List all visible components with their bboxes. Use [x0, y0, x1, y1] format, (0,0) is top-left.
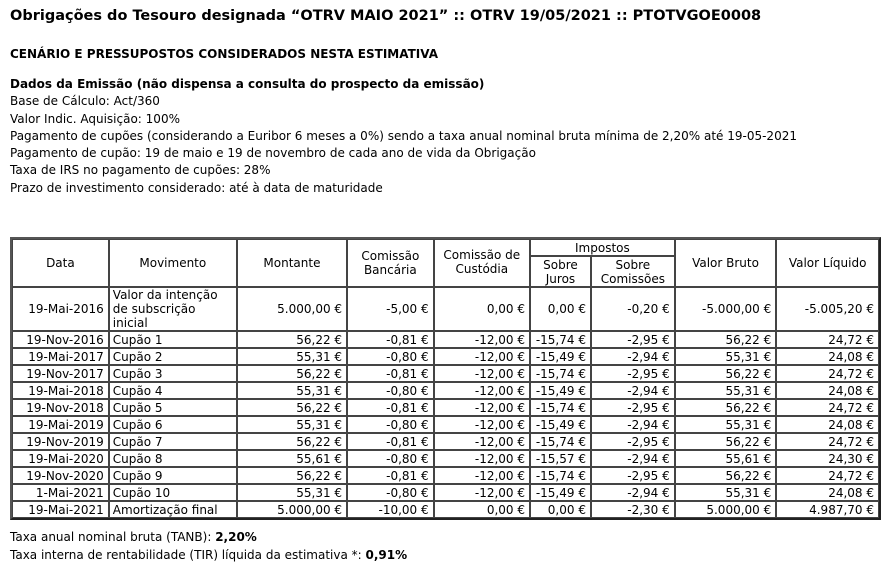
- page-title: Obrigações do Tesouro designada “OTRV MAIO 2021” :: OTRV 19/05/2021 :: PTOTVGOE0008: [10, 8, 762, 24]
- tanb-line: [10, 528, 407, 546]
- cell-valor-bruto: 56,22 €: [675, 467, 777, 484]
- cell-date: 19-Mai-2021: [12, 501, 109, 518]
- cell-montante: 55,61 €: [237, 450, 347, 467]
- cell-imposto-juros: -15,74 €: [530, 365, 591, 382]
- cell-date: 19-Mai-2016: [12, 287, 109, 331]
- tanb-value: 2,20%: [215, 530, 257, 544]
- cell-imposto-comissoes: -2,95 €: [591, 467, 675, 484]
- header-valor-liquido: Valor Líquido: [776, 239, 879, 287]
- cell-comissao-bancaria: -0,80 €: [347, 416, 434, 433]
- table-row: [12, 365, 879, 382]
- cell-comissao-bancaria: -0,80 €: [347, 348, 434, 365]
- cell-date: 19-Mai-2019: [12, 416, 109, 433]
- cell-imposto-juros: -15,74 €: [530, 433, 591, 450]
- cell-date: 19-Mai-2017: [12, 348, 109, 365]
- cell-imposto-juros: -15,74 €: [530, 399, 591, 416]
- cell-date: 1-Mai-2021: [12, 484, 109, 501]
- cell-valor-liquido: -5.005,20 €: [776, 287, 879, 331]
- cell-comissao-custodia: 0,00 €: [434, 287, 530, 331]
- summary: [10, 528, 407, 564]
- cell-date: 19-Nov-2020: [12, 467, 109, 484]
- info-line: Valor Indic. Aquisição: 100%: [10, 111, 180, 126]
- tir-label: Taxa interna de rentabilidade (TIR) líquida da estimativa *:: [10, 548, 366, 562]
- cell-montante: 56,22 €: [237, 467, 347, 484]
- cell-valor-liquido: 24,72 €: [776, 467, 879, 484]
- cell-montante: 56,22 €: [237, 399, 347, 416]
- cell-imposto-comissoes: -2,95 €: [591, 331, 675, 348]
- header-data: Data: [12, 239, 109, 287]
- table-row: [12, 467, 879, 484]
- cell-imposto-juros: -15,49 €: [530, 416, 591, 433]
- section-heading: CENÁRIO E PRESSUPOSTOS CONSIDERADOS NESTA ESTIMATIVA: [10, 47, 438, 61]
- cell-valor-liquido: 24,30 €: [776, 450, 879, 467]
- cell-comissao-bancaria: -0,81 €: [347, 467, 434, 484]
- cell-comissao-custodia: -12,00 €: [434, 433, 530, 450]
- table-row: [12, 399, 879, 416]
- cell-comissao-custodia: -12,00 €: [434, 365, 530, 382]
- cell-imposto-comissoes: -2,95 €: [591, 365, 675, 382]
- cell-valor-bruto: 56,22 €: [675, 399, 777, 416]
- cell-montante: 56,22 €: [237, 433, 347, 450]
- cell-valor-bruto: 55,31 €: [675, 484, 777, 501]
- table-row: [12, 501, 879, 518]
- tanb-label: Taxa anual nominal bruta (TANB):: [10, 530, 216, 544]
- info-line: Pagamento de cupão: 19 de maio e 19 de novembro de cada ano de vida da Obrigação: [10, 146, 536, 161]
- cell-valor-bruto: 55,61 €: [675, 450, 777, 467]
- cell-comissao-custodia: -12,00 €: [434, 399, 530, 416]
- cell-montante: 5.000,00 €: [237, 287, 347, 331]
- table-row: [12, 331, 879, 348]
- cell-montante: 55,31 €: [237, 382, 347, 399]
- cell-comissao-custodia: -12,00 €: [434, 416, 530, 433]
- cell-imposto-comissoes: -2,94 €: [591, 382, 675, 399]
- cell-movimento: Cupão 7: [109, 433, 237, 450]
- cell-imposto-comissoes: -2,94 €: [591, 348, 675, 365]
- table-row: [12, 382, 879, 399]
- cell-valor-liquido: 24,08 €: [776, 484, 879, 501]
- cashflow-table: [10, 237, 881, 520]
- tir-value: 0,91%: [365, 548, 408, 562]
- cell-valor-liquido: 24,08 €: [776, 416, 879, 433]
- cell-comissao-custodia: -12,00 €: [434, 484, 530, 501]
- cell-montante: 56,22 €: [237, 331, 347, 348]
- cell-comissao-bancaria: -0,81 €: [347, 365, 434, 382]
- cell-movimento: Cupão 2: [109, 348, 237, 365]
- cell-valor-bruto: 56,22 €: [675, 331, 777, 348]
- cell-montante: 55,31 €: [237, 416, 347, 433]
- cell-valor-liquido: 24,08 €: [776, 348, 879, 365]
- cell-date: 19-Nov-2018: [12, 399, 109, 416]
- cell-montante: 55,31 €: [237, 348, 347, 365]
- cell-valor-liquido: 4.987,70 €: [776, 501, 879, 518]
- cell-movimento: Cupão 1: [109, 331, 237, 348]
- cell-valor-bruto: 55,31 €: [675, 382, 777, 399]
- cell-imposto-juros: -15,49 €: [530, 484, 591, 501]
- cell-movimento: Amortização final: [109, 501, 237, 518]
- cell-movimento: Cupão 6: [109, 416, 237, 433]
- cell-imposto-comissoes: -2,95 €: [591, 399, 675, 416]
- cell-imposto-juros: 0,00 €: [530, 501, 591, 518]
- cell-comissao-custodia: 0,00 €: [434, 501, 530, 518]
- cell-valor-liquido: 24,72 €: [776, 365, 879, 382]
- cell-imposto-comissoes: -2,94 €: [591, 416, 675, 433]
- cell-imposto-juros: 0,00 €: [530, 287, 591, 331]
- cell-montante: 5.000,00 €: [237, 501, 347, 518]
- cell-valor-bruto: 55,31 €: [675, 416, 777, 433]
- cell-valor-liquido: 24,72 €: [776, 433, 879, 450]
- table-row: [12, 484, 879, 501]
- table-row: [12, 433, 879, 450]
- cell-comissao-custodia: -12,00 €: [434, 450, 530, 467]
- header-comissao-bancaria: Comissão Bancária: [347, 239, 434, 287]
- cell-comissao-bancaria: -0,80 €: [347, 484, 434, 501]
- cell-movimento: Cupão 9: [109, 467, 237, 484]
- emission-info: [10, 76, 797, 197]
- cell-movimento: Cupão 10: [109, 484, 237, 501]
- cell-date: 19-Nov-2017: [12, 365, 109, 382]
- cell-valor-bruto: 56,22 €: [675, 433, 777, 450]
- header-sobre-juros: Sobre Juros: [530, 256, 591, 287]
- table-row: [12, 416, 879, 433]
- cell-comissao-bancaria: -5,00 €: [347, 287, 434, 331]
- cell-comissao-bancaria: -0,81 €: [347, 433, 434, 450]
- header-comissao-custodia: Comissão de Custódia: [434, 239, 530, 287]
- cell-comissao-custodia: -12,00 €: [434, 348, 530, 365]
- cell-imposto-juros: -15,74 €: [530, 467, 591, 484]
- table-row: [12, 287, 879, 331]
- cell-comissao-custodia: -12,00 €: [434, 467, 530, 484]
- cell-comissao-custodia: -12,00 €: [434, 331, 530, 348]
- cell-date: 19-Nov-2016: [12, 331, 109, 348]
- cell-valor-liquido: 24,72 €: [776, 399, 879, 416]
- emission-heading: Dados da Emissão (não dispensa a consulta do prospecto da emissão): [10, 77, 485, 91]
- cell-comissao-bancaria: -0,81 €: [347, 399, 434, 416]
- cell-movimento: Valor da intenção de subscrição inicial: [109, 287, 237, 331]
- cell-comissao-bancaria: -0,80 €: [347, 450, 434, 467]
- cell-valor-liquido: 24,72 €: [776, 331, 879, 348]
- cell-comissao-bancaria: -10,00 €: [347, 501, 434, 518]
- cell-imposto-comissoes: -2,95 €: [591, 433, 675, 450]
- cell-movimento: Cupão 4: [109, 382, 237, 399]
- cell-movimento: Cupão 8: [109, 450, 237, 467]
- tir-line: [10, 546, 407, 564]
- cell-valor-bruto: -5.000,00 €: [675, 287, 777, 331]
- cell-comissao-bancaria: -0,80 €: [347, 382, 434, 399]
- info-line: Prazo de investimento considerado: até à data de maturidade: [10, 180, 383, 195]
- cell-imposto-comissoes: -0,20 €: [591, 287, 675, 331]
- cell-valor-bruto: 56,22 €: [675, 365, 777, 382]
- table-row: [12, 348, 879, 365]
- cell-comissao-bancaria: -0,81 €: [347, 331, 434, 348]
- cell-montante: 55,31 €: [237, 484, 347, 501]
- cell-date: 19-Mai-2020: [12, 450, 109, 467]
- header-sobre-comissoes: Sobre Comissões: [591, 256, 675, 287]
- cell-valor-bruto: 55,31 €: [675, 348, 777, 365]
- info-line: Taxa de IRS no pagamento de cupões: 28%: [10, 163, 271, 178]
- cell-date: 19-Mai-2018: [12, 382, 109, 399]
- header-valor-bruto: Valor Bruto: [675, 239, 777, 287]
- table-row: [12, 450, 879, 467]
- cell-date: 19-Nov-2019: [12, 433, 109, 450]
- cell-imposto-juros: -15,57 €: [530, 450, 591, 467]
- cell-imposto-juros: -15,49 €: [530, 348, 591, 365]
- cell-comissao-custodia: -12,00 €: [434, 382, 530, 399]
- cell-montante: 56,22 €: [237, 365, 347, 382]
- cell-imposto-comissoes: -2,94 €: [591, 484, 675, 501]
- header-impostos: Impostos: [530, 239, 675, 256]
- cell-movimento: Cupão 3: [109, 365, 237, 382]
- cell-imposto-juros: -15,74 €: [530, 331, 591, 348]
- cell-imposto-juros: -15,49 €: [530, 382, 591, 399]
- cell-valor-bruto: 5.000,00 €: [675, 501, 777, 518]
- cell-movimento: Cupão 5: [109, 399, 237, 416]
- cell-imposto-comissoes: -2,94 €: [591, 450, 675, 467]
- info-line: Base de Cálculo: Act/360: [10, 94, 160, 109]
- info-line: Pagamento de cupões (considerando a Euribor 6 meses a 0%) sendo a taxa anual nominal bruta mínima de 2,20% até 19-05-2021: [10, 128, 797, 143]
- header-movimento: Movimento: [109, 239, 237, 287]
- header-montante: Montante: [237, 239, 347, 287]
- cell-imposto-comissoes: -2,30 €: [591, 501, 675, 518]
- cell-valor-liquido: 24,08 €: [776, 382, 879, 399]
